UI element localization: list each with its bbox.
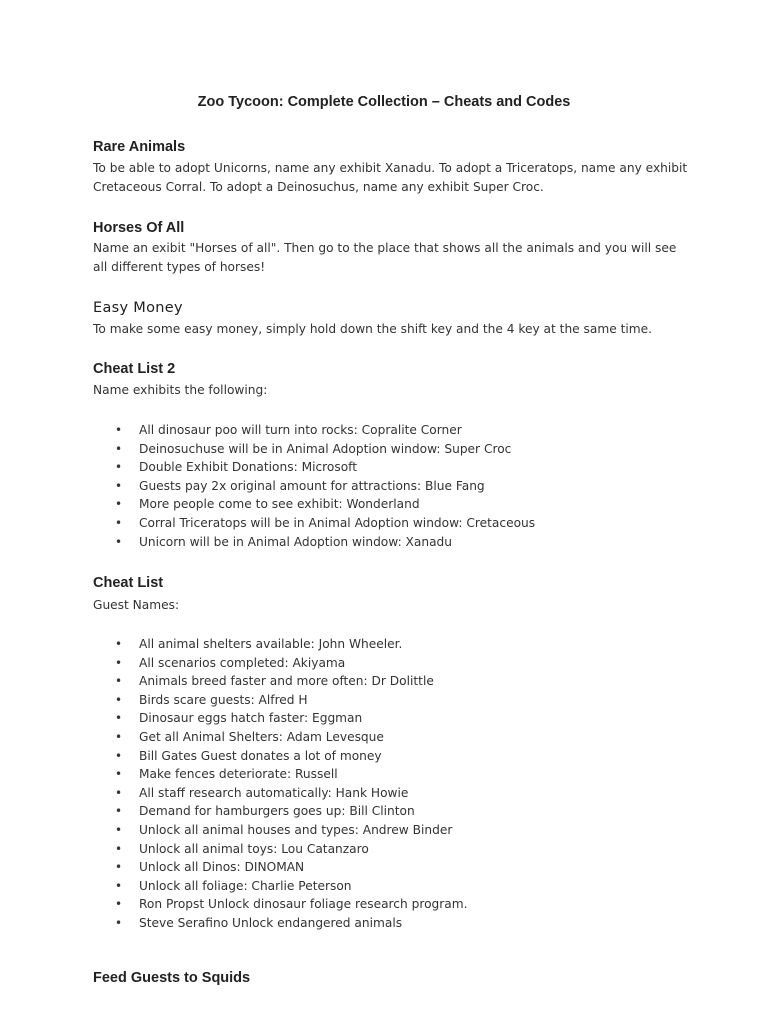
paragraph-easy-money: To make some easy money, simply hold down the shift key and the 4 key at the same time. — [93, 322, 653, 336]
list-item: • All staff research automatically: Hank Howie — [93, 784, 468, 803]
heading-horses-of-all: Horses Of All — [93, 220, 185, 236]
list-cheat-list-2 — [93, 421, 535, 551]
list-item: • Demand for hamburgers goes up: Bill Clinton — [93, 802, 468, 821]
list-item: • Make fences deteriorate: Russell — [93, 765, 468, 784]
list-item: • All dinosaur poo will turn into rocks: Copralite Corner — [93, 421, 535, 440]
list-item: • Unlock all animal toys: Lou Catanzaro — [93, 840, 468, 859]
list-item: • Unicorn will be in Animal Adoption window: Xanadu — [93, 533, 535, 552]
heading-cheat-list-2: Cheat List 2 — [93, 361, 176, 377]
list-item: • More people come to see exhibit: Wonderland — [93, 495, 535, 514]
list-item: • Unlock all animal houses and types: Andrew Binder — [93, 821, 468, 840]
list-item: • Dinosaur eggs hatch faster: Eggman — [93, 709, 468, 728]
list-cheat-list — [93, 635, 468, 933]
document-title: Zoo Tycoon: Complete Collection – Cheats and Codes — [197, 94, 571, 110]
intro-cheat-list-2: Name exhibits the following: — [93, 383, 268, 397]
list-item: • All scenarios completed: Akiyama — [93, 654, 468, 673]
paragraph-horses-of-all: Name an exibit "Horses of all". Then go to the place that shows all the animals and you will see all different types of horses! — [93, 241, 677, 274]
list-item: • Animals breed faster and more often: Dr Dolittle — [93, 672, 468, 691]
heading-feed-guests-to-squids: Feed Guests to Squids — [93, 970, 251, 986]
heading-easy-money: Easy Money — [93, 300, 183, 316]
list-item: • Deinosuchuse will be in Animal Adoption window: Super Croc — [93, 440, 535, 459]
list-item: • Corral Triceratops will be in Animal Adoption window: Cretaceous — [93, 514, 535, 533]
list-item: • Double Exhibit Donations: Microsoft — [93, 458, 535, 477]
list-item: • Get all Animal Shelters: Adam Levesque — [93, 728, 468, 747]
heading-rare-animals: Rare Animals — [93, 139, 186, 155]
list-item: • Steve Serafino Unlock endangered animals — [93, 914, 468, 933]
list-item: • Guests pay 2x original amount for attractions: Blue Fang — [93, 477, 535, 496]
list-item: • Birds scare guests: Alfred H — [93, 691, 468, 710]
list-item: • Bill Gates Guest donates a lot of money — [93, 747, 468, 766]
list-item: • Unlock all foliage: Charlie Peterson — [93, 877, 468, 896]
intro-cheat-list: Guest Names: — [93, 598, 180, 612]
heading-cheat-list: Cheat List — [93, 575, 164, 591]
paragraph-rare-animals: To be able to adopt Unicorns, name any exhibit Xanadu. To adopt a Triceratops, name any exhibit Cretaceous Corral. To adopt a Deinosuchus, name any exhibit Super Croc. — [93, 161, 688, 194]
list-item: • Unlock all Dinos: DINOMAN — [93, 858, 468, 877]
list-item: • All animal shelters available: John Wheeler. — [93, 635, 468, 654]
list-item: • Ron Propst Unlock dinosaur foliage research program. — [93, 895, 468, 914]
